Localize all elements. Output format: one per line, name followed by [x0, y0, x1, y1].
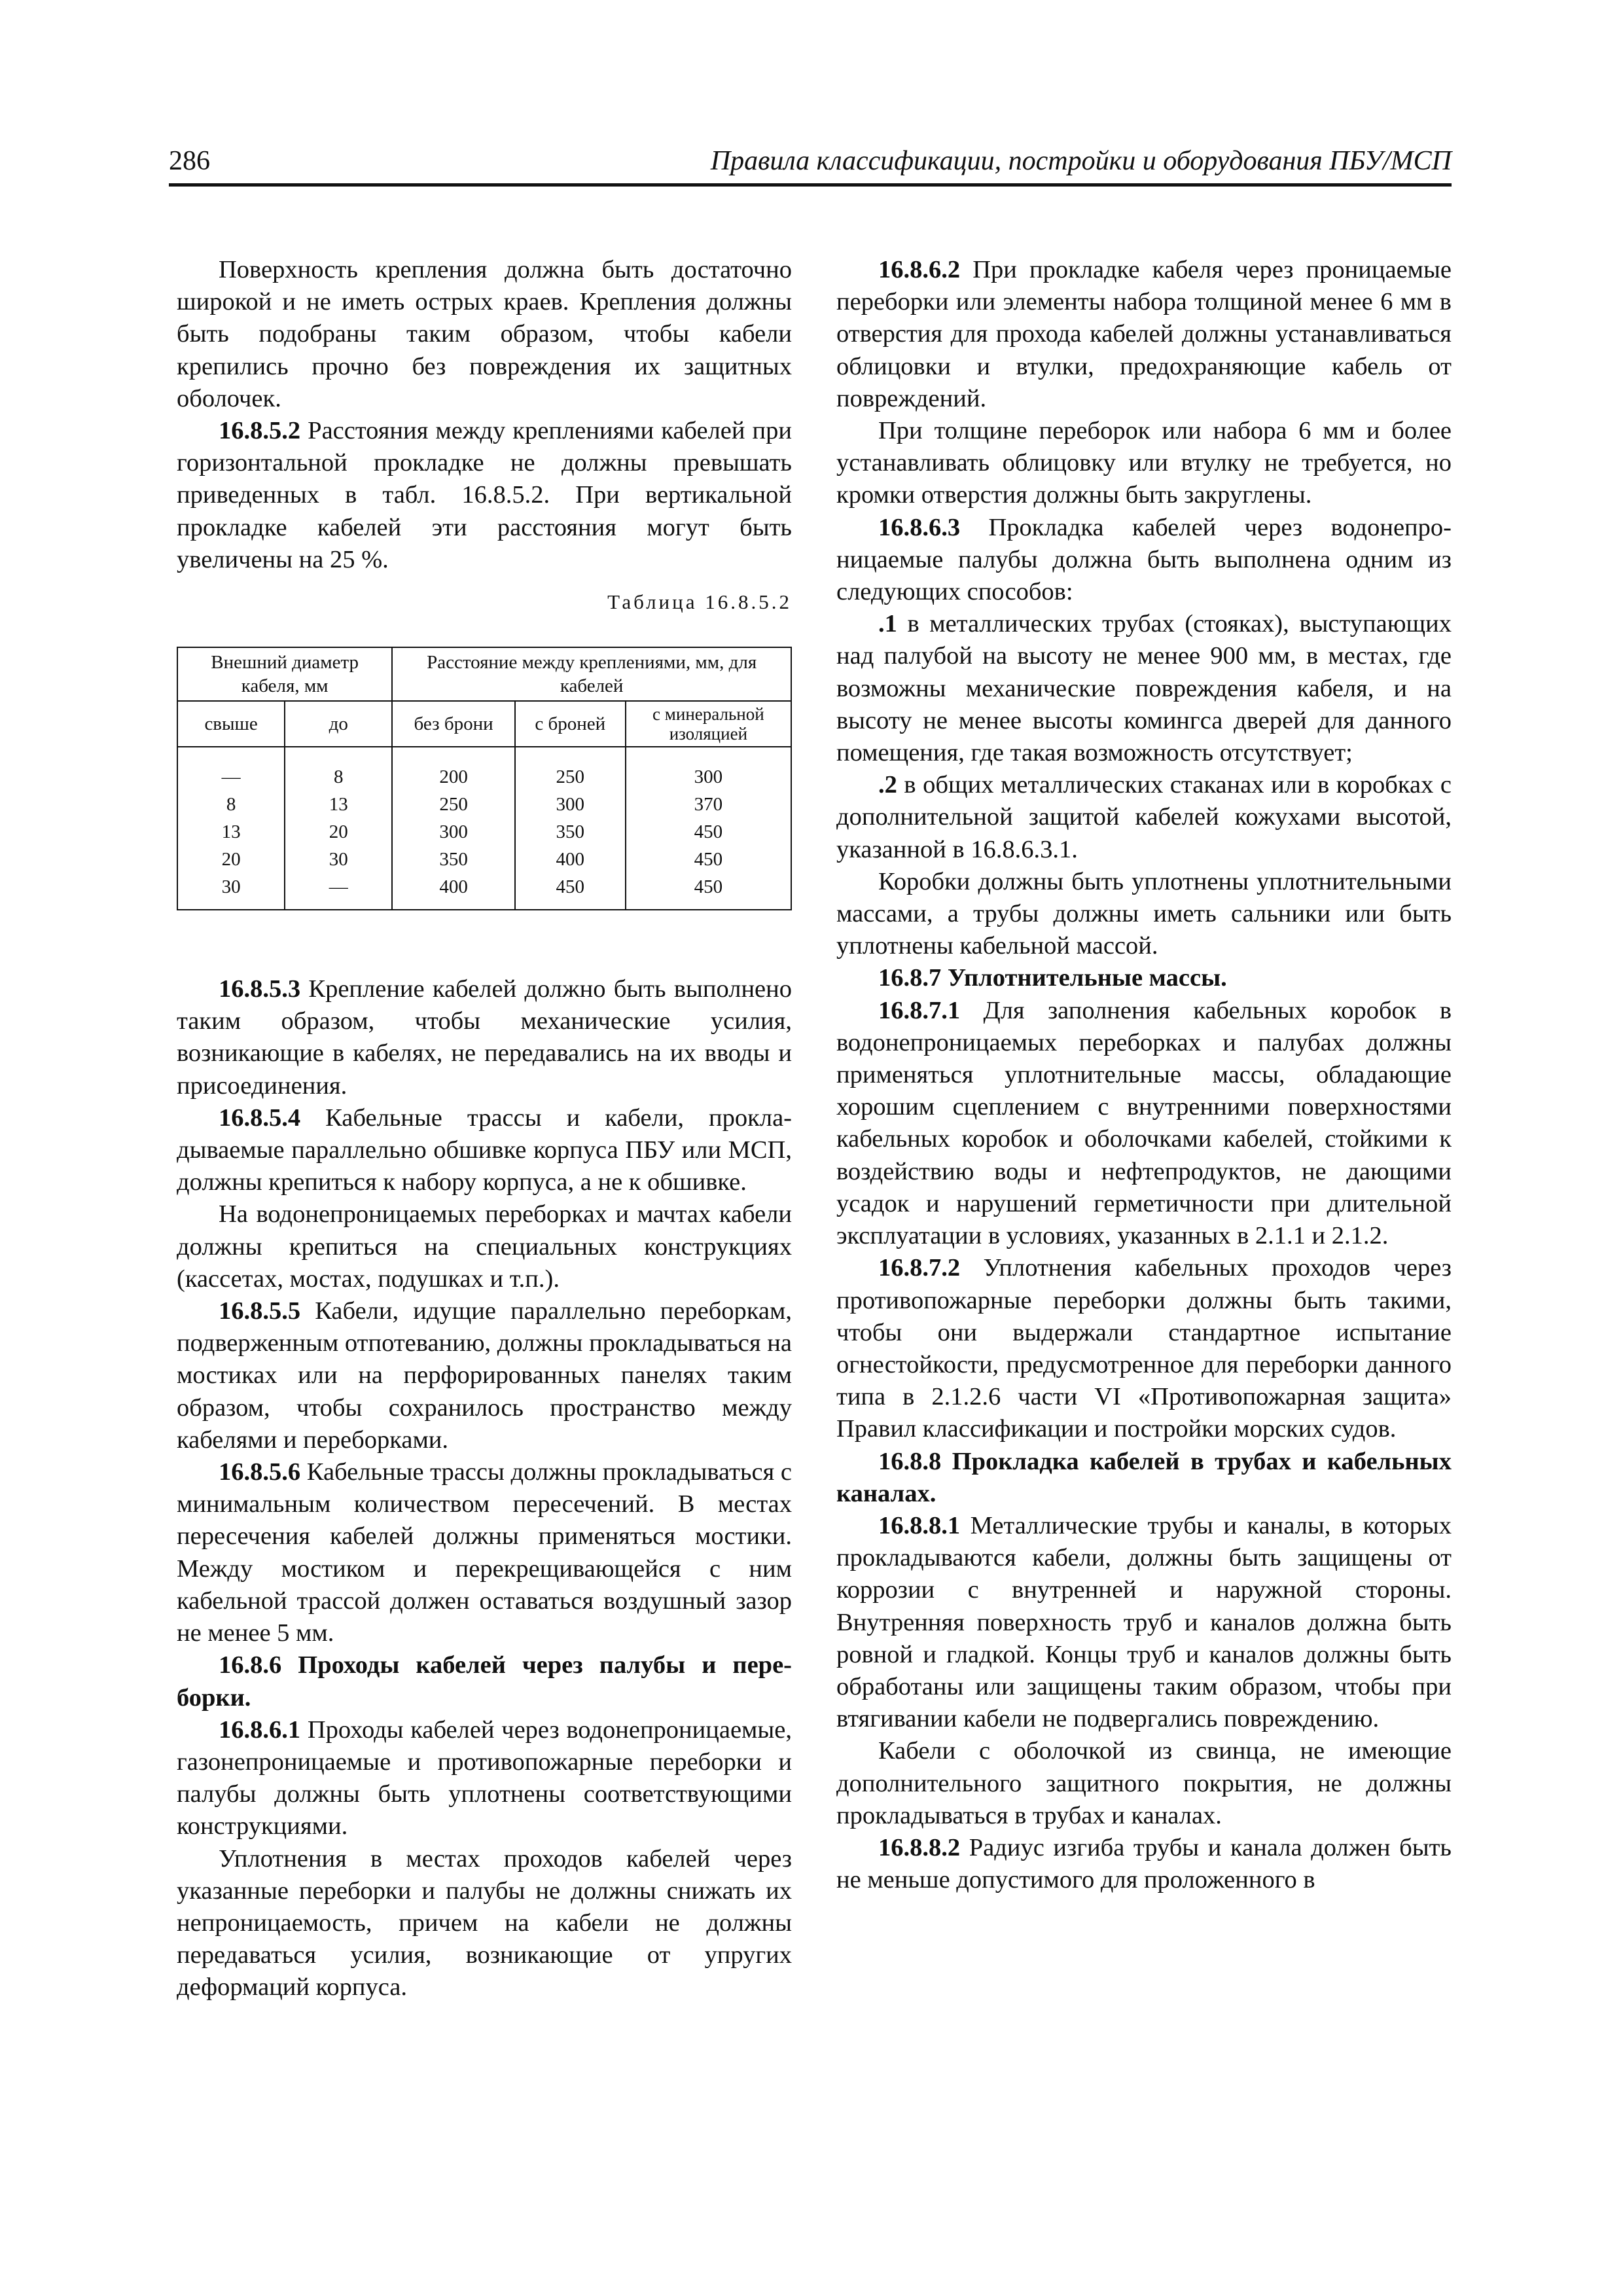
- clause-number: 16.8.6.3: [878, 513, 961, 541]
- table-cell: 400: [392, 873, 515, 910]
- paragraph-text: в общих металлических стаканах или в коробках с дополнительной защитой кабелей кожухами высотой, указанной в 16.8.6.3.1.: [836, 771, 1452, 863]
- clause-number: 16.8.5.5: [219, 1297, 301, 1325]
- table-cell: 300: [392, 818, 515, 846]
- paragraph-text: Кабельные трассы и кабели, прокладываемые параллельно обшивке корпуса ПБУ или МСП, должны крепиться к набору корпуса, а не к обшивке.: [177, 1103, 792, 1196]
- table-cell: 350: [392, 846, 515, 873]
- right-column: [836, 254, 1452, 1896]
- table-cell: —: [177, 763, 285, 791]
- paragraph-text: Прокладка кабелей через водонепроницаемые палубы должна быть выполнена одним из следующих способов:: [836, 513, 1452, 606]
- heading-text: 16.8.7 Уплотнительные массы.: [878, 964, 1227, 992]
- table-cell: 300: [626, 763, 791, 791]
- paragraph-text: Кабели, идущие параллельно переборкам, подверженным отпотеванию, должны прокладываться на мостиках или на перфорированных панелях таким образом, чтобы сохранилось пространство между кабелями и переборками.: [177, 1297, 792, 1454]
- paragraph-text: Радиус изгиба трубы и канала должен быть не меньше допустимого для проложенного в: [836, 1833, 1452, 1894]
- clause-number: 16.8.7.2: [878, 1254, 961, 1282]
- table-cell: 350: [515, 818, 626, 846]
- cable-spacing-table: [177, 647, 792, 910]
- header-no-armor: без брони: [392, 701, 515, 747]
- paragraph-16-8-5-6: [177, 1456, 792, 1649]
- table-cell: 250: [392, 791, 515, 818]
- table-row: [177, 763, 791, 791]
- left-column: [177, 254, 792, 2004]
- paragraph-16-8-8-1: [836, 1510, 1452, 1735]
- table-cell: 300: [515, 791, 626, 818]
- list-number: .1: [878, 610, 897, 638]
- table-row: [177, 818, 791, 846]
- paragraph: На водонепроницаемых переборках и мачтах кабели должны крепиться на специальных конструкциях (кассетах, мостах, подушках и т.п.).: [177, 1200, 792, 1293]
- paragraph: Поверхность крепления должна быть достаточно широкой и не иметь острых краев. Крепления должны быть подобраны таким образом, чтобы кабели крепились прочно без повреждения их защитных оболочек.: [177, 256, 792, 412]
- paragraph: Уплотнения в местах проходов кабелей через указанные переборки и палубы не должны снижать их непроницаемость, причем на кабели не должны передаваться усилия, возникающие от упругих деформаций корпуса.: [177, 1844, 792, 2001]
- clause-number: 16.8.8.2: [878, 1833, 961, 1861]
- clause-number: 16.8.5.4: [219, 1103, 301, 1132]
- paragraph-text: Расстояния между креплениями кабелей при горизонтальной прокладке не должны превышать приведенных в табл. 16.8.5.2. При вертикальной прокладке кабелей эти расстояния могут быть увеличены на 25 %.: [177, 417, 792, 573]
- header-distance: Расстояние между креплениями, мм, для кабелей: [392, 647, 791, 701]
- clause-number: 16.8.6.1: [219, 1715, 301, 1744]
- paragraph-text: Проходы кабелей через водонепроницаемые, газонепроницаемые и противопожарные переборки и палубы должны быть уплотнены соответствующими конструкциями.: [177, 1715, 792, 1840]
- paragraph-16-8-6-1: [177, 1714, 792, 1843]
- table-cell: 30: [177, 873, 285, 910]
- paragraph: Кабели с оболочкой из свинца, не имеющие дополнительного защитного покрытия, не должны прокладываться в трубах и каналах.: [836, 1737, 1452, 1829]
- paragraph-text: При прокладке кабеля через проницаемые переборки или элементы набора толщиной менее 6 мм в отверстия для прохода кабелей должны устанавливаться облицовки и втулки, предохраняющие кабель от повреждений.: [836, 256, 1452, 412]
- paragraph-text: Металлические трубы и каналы, в которых прокладываются кабели, должны быть защищены от коррозии с внутренней и наружной стороны. Внутренняя поверхность труб и каналов должна быть ровной и гладкой. Концы труб и каналов должны быть обработаны или защищены таким образом, чтобы при втягивании кабели не подвергались повреждению.: [836, 1511, 1452, 1733]
- table-cell: 13: [285, 791, 392, 818]
- list-number: .2: [878, 771, 897, 799]
- paragraph-16-8-5-3: [177, 973, 792, 1102]
- paragraph-16-8-7-2: [836, 1252, 1452, 1445]
- paragraph-text: Для заполнения кабельных коробок в водонепроницаемых переборках и палубах должны применяться уплотнительные массы, обладающие хорошим сцеплением с внутренними поверхностями кабельных коробок и оболочками кабелей, стойкими к воздействию воды и нефтепродуктов, не дающими усадок и нарушений герметичности при длительной эксплуатации в условиях, указанных в 2.1.1 и 2.1.2.: [836, 996, 1452, 1250]
- clause-number: 16.8.5.6: [219, 1458, 301, 1486]
- paragraph: Коробки должны быть уплотнены уплотнительными массами, а трубы должны иметь сальники или быть уплотнены кабельной массой.: [836, 867, 1452, 960]
- table-cell: 20: [177, 846, 285, 873]
- paragraph-16-8-8-2: [836, 1832, 1452, 1896]
- table-cell: 450: [515, 873, 626, 910]
- table-cell: 450: [626, 846, 791, 873]
- header-diameter: Внешний диаметр кабеля, мм: [177, 647, 392, 701]
- table-caption: Таблица 16.8.5.2: [607, 590, 792, 614]
- paragraph-text: Кабельные трассы должны прокладываться с минимальным количеством пересечений. В местах пересечения кабелей должны применяться мостики. Между мостиком и перекрещивающейся с ним кабельной трассой должен оставаться воздушный зазор не менее 5 мм.: [177, 1458, 792, 1647]
- header-to: до: [285, 701, 392, 747]
- clause-number: 16.8.7.1: [878, 996, 961, 1024]
- page-header: [169, 143, 1452, 187]
- table-cell: 450: [626, 873, 791, 910]
- table-row: [177, 846, 791, 873]
- section-heading-16-8-7: [836, 962, 1452, 994]
- table-cell: 8: [177, 791, 285, 818]
- table-cell: 250: [515, 763, 626, 791]
- running-title: Правила классификации, постройки и оборудования ПБУ/МСП: [710, 146, 1452, 176]
- paragraph-16-8-5-5: [177, 1295, 792, 1456]
- paragraph-text: Уплотнения кабельных проходов через противопожарные переборки должны быть такими, чтобы они выдержали стандартное испытание огнестойкости, предусмотренное для переборки данного типа в 2.1.2.6 части VI «Противопожарная защита» Правил классификации и постройки морских судов.: [836, 1254, 1452, 1443]
- table-cell: 400: [515, 846, 626, 873]
- table-cell: 8: [285, 763, 392, 791]
- heading-text: 16.8.8 Прокладка кабелей в трубах и кабельных каналах.: [836, 1447, 1452, 1507]
- clause-number: 16.8.6.2: [878, 256, 961, 283]
- paragraph-16-8-7-1: [836, 995, 1452, 1253]
- table-row: [177, 873, 791, 910]
- clause-number: 16.8.5.3: [219, 975, 301, 1003]
- paragraph-16-8-6-3: [836, 512, 1452, 609]
- list-item-1: [836, 608, 1452, 769]
- table-cell: 450: [626, 818, 791, 846]
- header-over: свыше: [177, 701, 285, 747]
- section-heading-16-8-8: [836, 1446, 1452, 1510]
- page-number: 286: [169, 146, 210, 176]
- table-cell: 30: [285, 846, 392, 873]
- paragraph: При толщине переборок или набора 6 мм и более устанавливать облицовку или втулку не требуется, но кромки отверстия должны быть закруглены.: [836, 417, 1452, 509]
- header-mineral: с минеральной изоляцией: [626, 701, 791, 747]
- list-item-2: [836, 769, 1452, 866]
- header-armor: с броней: [515, 701, 626, 747]
- paragraph-16-8-5-4: [177, 1102, 792, 1199]
- table-cell: 20: [285, 818, 392, 846]
- table-cell: 370: [626, 791, 791, 818]
- heading-text: 16.8.6 Проходы кабелей через палубы и переборки.: [177, 1651, 792, 1712]
- paragraph-text: Крепление кабелей должно быть выполнено таким образом, чтобы механические усилия, возникающие в кабелях, не передавались на их вводы и присоединения.: [177, 975, 792, 1100]
- paragraph-16-8-6-2: [836, 254, 1452, 415]
- table-cell: 200: [392, 763, 515, 791]
- clause-number: 16.8.8.1: [878, 1511, 961, 1539]
- table-cell: 13: [177, 818, 285, 846]
- table-cell: —: [285, 873, 392, 910]
- paragraph-16-8-5-2: [177, 415, 792, 576]
- section-heading-16-8-6: [177, 1649, 792, 1713]
- paragraph-text: в металлических трубах (стояках), выступающих над палубой на высоту не менее 900 мм, в местах, где возможны механические повреждения кабеля, и на высоту не менее высоты комингса дверей для данного помещения, где такая возможность отсутствует;: [836, 610, 1452, 767]
- clause-number: 16.8.5.2: [219, 417, 301, 445]
- table-row: [177, 791, 791, 818]
